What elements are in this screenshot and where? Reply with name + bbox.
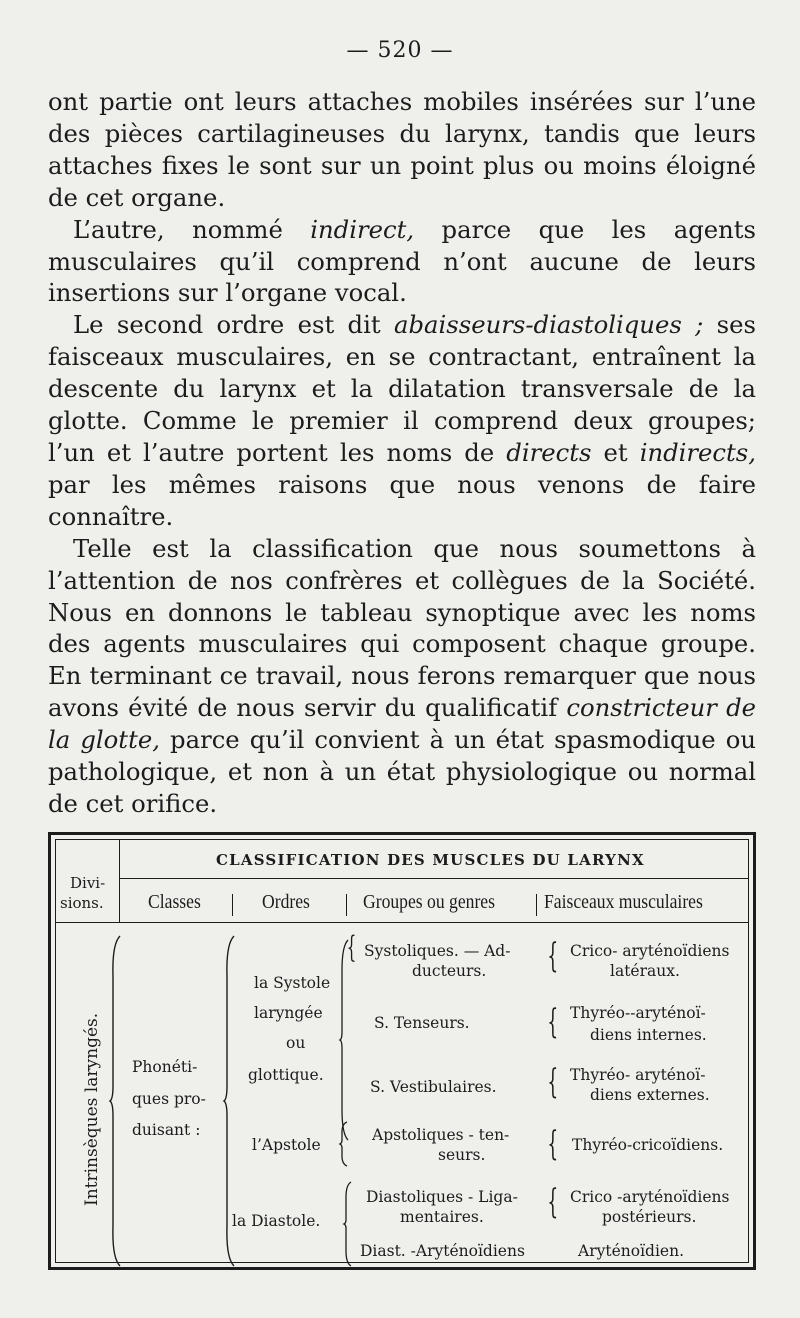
paragraph-3-text-c: et — [591, 437, 640, 467]
term-abaisseurs-diastoliques: abaisseurs-diastoliques ; — [393, 310, 704, 340]
paragraph-4-text-b: parce qu’il convient à un état spasmodique ou pathologique, et non à un état physiologique ou normal de cet orifice. — [48, 725, 756, 818]
groupe-diastoliques-line1: Diastoliques - Liga- — [366, 1188, 518, 1206]
classification-table — [48, 832, 756, 1270]
paragraph-2 — [48, 214, 756, 310]
header-bottom-line — [56, 922, 748, 923]
ordre-systole-line3: ou — [286, 1034, 306, 1052]
paragraph-3-text-d: par les mêmes raisons que nous venons de faire connaître. — [48, 469, 756, 531]
paragraph-1: ont partie ont leurs attaches mobiles insérées sur l’une des pièces cartilagineuses du larynx, tandis que leurs attaches fixes le sont sur un point plus ou moins éloigné de cet organe. — [48, 87, 756, 212]
term-constricteur: constricteur de la glotte, — [48, 693, 756, 755]
paragraph-3 — [48, 309, 756, 532]
table-inner-border — [55, 839, 749, 1263]
header-ordres: Ordres — [262, 891, 310, 913]
term-indirect: indirect, — [310, 214, 415, 244]
paragraph-4-text-a: Telle est la classification que nous soumettons à l’attention de nos confrères et collègues de la Société. Nous en donnons le tableau synoptique avec les noms des agents musculaires qui composent chaque groupe. En terminant ce travail, nous ferons remarquer que nous avons évité de nous servir du qualificatif — [48, 533, 756, 723]
header-sep-1 — [232, 894, 233, 916]
faisceau-crico-lateraux-line1: Crico- aryténoïdiens — [570, 942, 730, 960]
paragraph-2-text-b: parce que les agents musculaires qu’il comprend n’ont aucune de leurs insertions sur l’organe vocal. — [48, 214, 757, 308]
faisceau-thyreo-internes-line2: diens internes. — [590, 1026, 707, 1044]
brace-systole — [340, 940, 350, 1140]
header-classes: Classes — [148, 891, 201, 913]
brace-symbol: { — [547, 936, 559, 976]
brace-apstole — [340, 1122, 348, 1166]
faisceau-thyreo-cricoidiens: Thyréo-cricoïdiens. — [572, 1136, 724, 1154]
classe-line1: Phonéti- — [132, 1058, 198, 1076]
paragraph-2-text-a: L’autre, nommé — [73, 214, 311, 244]
brace-symbol: { — [547, 1002, 559, 1042]
ordre-systole-line2: laryngée — [254, 1004, 323, 1022]
groupe-vestibulaires: S. Vestibulaires. — [370, 1078, 497, 1096]
ordre-diastole: la Diastole. — [232, 1212, 321, 1230]
groupe-apstoliques-line1: Apstoliques - ten- — [372, 1126, 510, 1144]
header-sep-2 — [346, 894, 347, 916]
classe-line3: duisant : — [132, 1121, 201, 1139]
ordre-systole-line4: glottique. — [248, 1066, 324, 1084]
groupe-systoliques-line2: ducteurs. — [412, 962, 487, 980]
groupe-systoliques-line1: Systoliques. — Ad- — [364, 942, 511, 960]
groupe-tenseurs: S. Tenseurs. — [374, 1014, 470, 1032]
brace-symbol: { — [547, 1062, 559, 1102]
groupe-diastoliques-line2: mentaires. — [400, 1208, 484, 1226]
ordre-apstole: l’Apstole — [252, 1136, 321, 1154]
paragraph-4 — [48, 533, 756, 820]
faisceau-thyreo-externes-line1: Thyréo- aryténoï- — [570, 1066, 706, 1084]
brace-division — [110, 936, 122, 1266]
groupe-apstoliques-line2: seurs. — [438, 1146, 486, 1164]
header-faisceaux: Faisceaux musculaires — [544, 891, 703, 913]
brace-diastole — [344, 1182, 352, 1266]
title-underline — [119, 878, 748, 879]
division-intrinseques: Intrinsèques laryngés. — [82, 1012, 102, 1206]
table-title: CLASSIFICATION DES MUSCLES DU LARYNX — [216, 851, 645, 869]
faisceau-arytenoidien: Aryténoïdien. — [578, 1242, 684, 1260]
body-text — [48, 86, 756, 820]
faisceau-crico-posterieurs-line2: postérieurs. — [602, 1208, 697, 1226]
divisions-header-line1: Divi- — [70, 874, 106, 892]
header-sep-3 — [536, 894, 537, 916]
header-groupes: Groupes ou genres — [363, 891, 495, 913]
page-number: — 520 — — [346, 38, 454, 63]
groupe-diast-arytenoidiens: Diast. -Aryténoïdiens — [360, 1242, 525, 1260]
brace-symbol: { — [346, 930, 357, 965]
faisceau-crico-lateraux-line2: latéraux. — [610, 962, 680, 980]
ordre-systole-line1: la Systole — [254, 974, 331, 992]
faisceau-thyreo-externes-line2: diens externes. — [590, 1086, 710, 1104]
divisions-header-line2: sions. — [60, 894, 104, 912]
paragraph-3-text-a: Le second ordre est dit — [73, 310, 394, 340]
divisions-column-line — [119, 840, 120, 922]
term-directs: directs — [506, 437, 592, 467]
paragraph-3-text-b: ses faisceaux musculaires, en se contractant, entraînent la descente du larynx et la dilatation transversale de la glotte. Comme le premier il comprend deux groupes; l’un et l’autre portent les noms de — [48, 310, 756, 467]
brace-symbol: { — [547, 1124, 559, 1164]
term-indirects: indirects, — [639, 437, 756, 467]
brace-symbol: { — [547, 1182, 559, 1222]
faisceau-crico-posterieurs-line1: Crico -aryténoïdiens — [570, 1188, 730, 1206]
classe-line2: ques pro- — [132, 1090, 206, 1108]
faisceau-thyreo-internes-line1: Thyréo--aryténoï- — [570, 1004, 706, 1022]
